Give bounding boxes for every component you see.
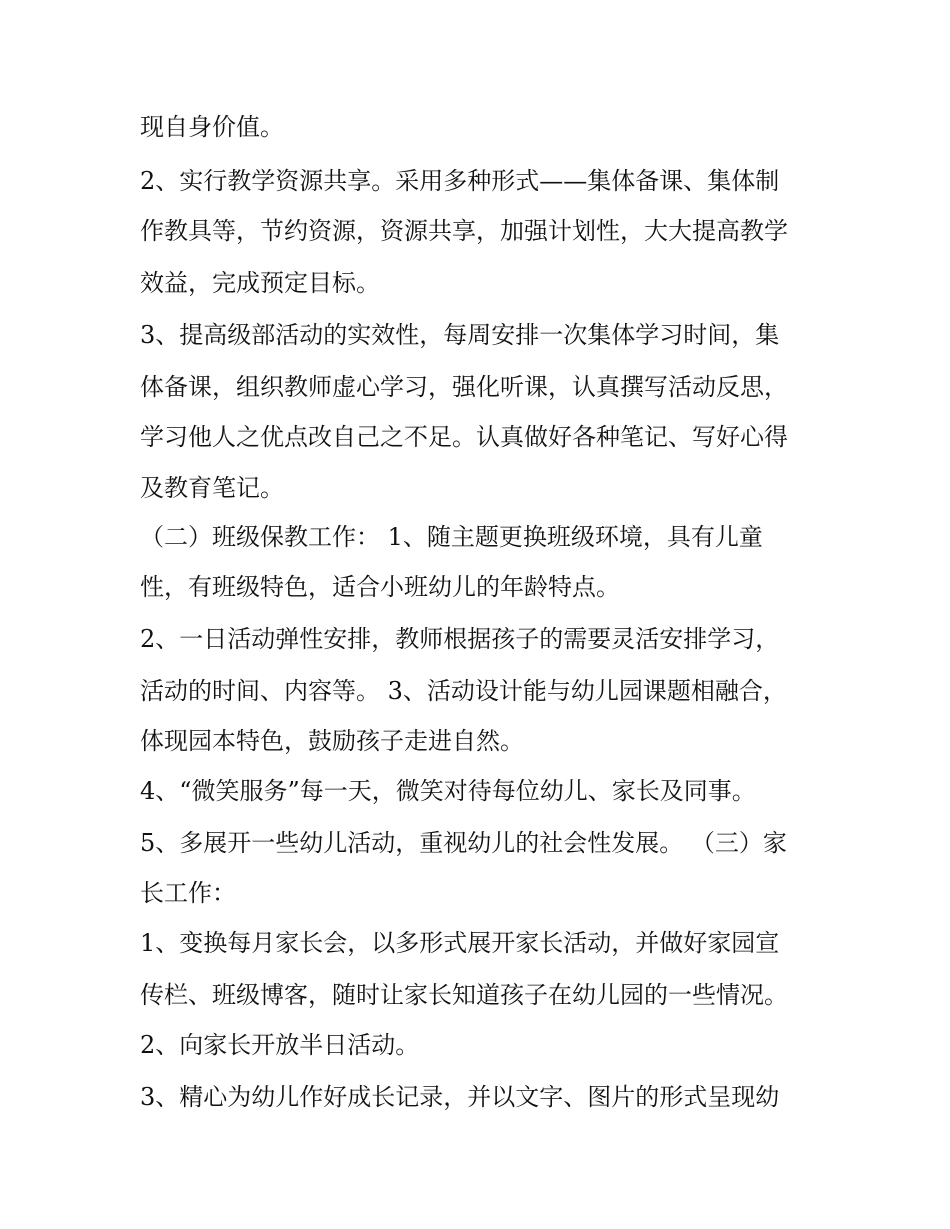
text-line: 作教具等，节约资源，资源共享，加强计划性，大大提高教学 — [140, 217, 788, 245]
section-heading-line: （二）班级保教工作： 1、随主题更换班级环境，具有儿童 — [140, 523, 763, 551]
text-line: 2、实行教学资源共享。采用多种形式——集体备课、集体制 — [140, 167, 780, 195]
text-line: 活动的时间、内容等。 3、活动设计能与幼儿园课题相融合， — [140, 677, 787, 705]
text-line: 效益，完成预定目标。 — [140, 269, 380, 297]
text-line: 学习他人之优点改自己之不足。认真做好各种笔记、写好心得 — [140, 423, 788, 451]
text-line: 及教育笔记。 — [140, 474, 284, 502]
text-line: 2、向家长开放半日活动。 — [140, 1031, 420, 1059]
text-line: 3、提高级部活动的实效性，每周安排一次集体学习时间，集 — [140, 321, 780, 349]
text-line: 体现园本特色，鼓励孩子走进自然。 — [140, 727, 524, 755]
text-line: 性，有班级特色，适合小班幼儿的年龄特点。 — [140, 573, 620, 601]
text-line: 5、多展开一些幼儿活动，重视幼儿的社会性发展。 （三）家 — [140, 829, 787, 857]
text-line: 3、精心为幼儿作好成长记录，并以文字、图片的形式呈现幼 — [140, 1083, 780, 1111]
text-line: 现自身价值。 — [140, 113, 284, 141]
text-line: 传栏、班级博客，随时让家长知道孩子在幼儿园的一些情况。 — [140, 981, 788, 1009]
text-line: 1、变换每月家长会，以多形式展开家长活动，并做好家园宣 — [140, 929, 780, 957]
text-line: 4、“微笑服务”每一天，微笑对待每位幼儿、家长及同事。 — [140, 777, 756, 805]
text-line: 体备课，组织教师虚心学习，强化听课，认真撰写活动反思， — [140, 373, 788, 401]
text-line: 2、一日活动弹性安排，教师根据孩子的需要灵活安排学习， — [140, 625, 780, 653]
text-line: 长工作： — [140, 879, 236, 907]
